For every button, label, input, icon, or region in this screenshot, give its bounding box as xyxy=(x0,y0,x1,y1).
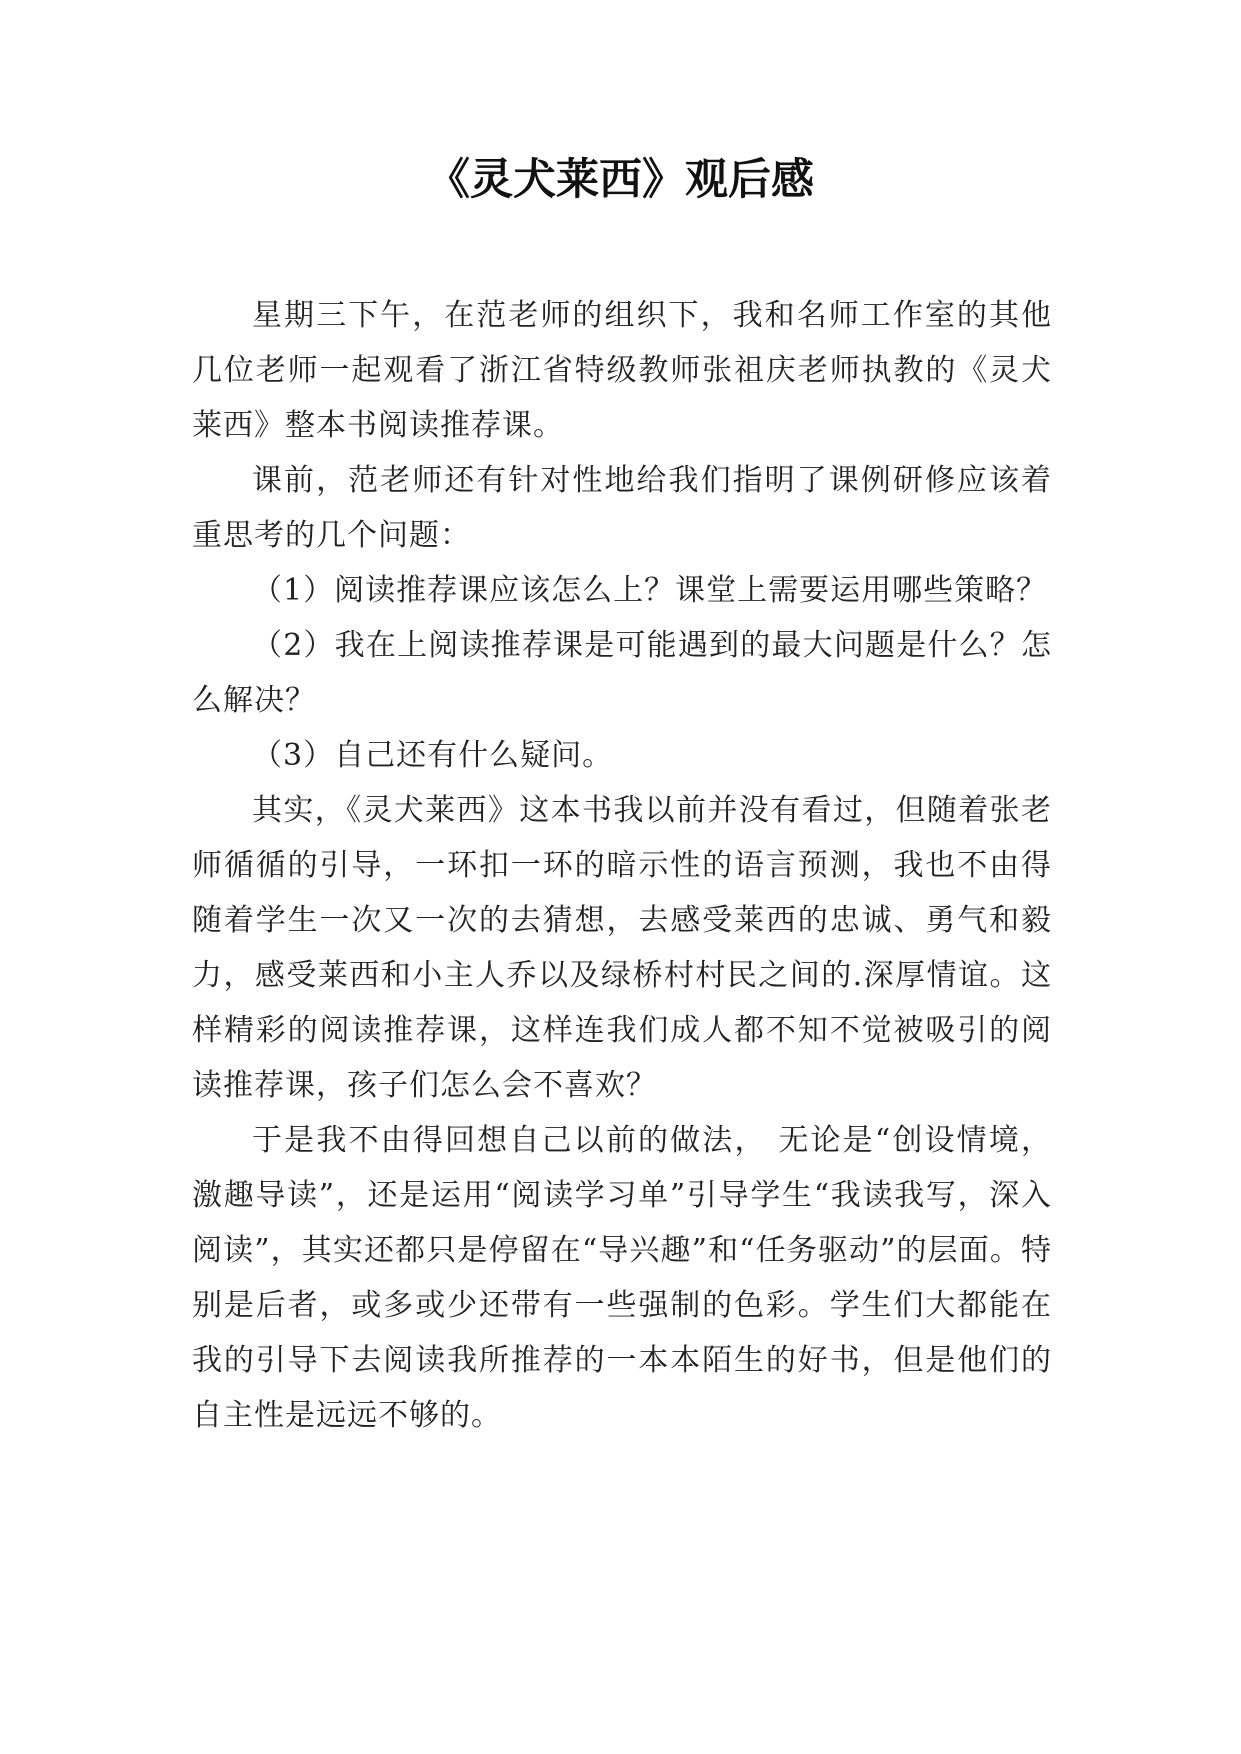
paragraph-reflection: 其实，《灵犬莱西》这本书我以前并没有看过，但随着张老师循循的引导，一环扣一环的暗示性的语言预测，我也不由得随着学生一次又一次的去猜想，去感受莱西的忠诚、勇气和毅力，感受莱西和小主人乔以及绿桥村村民之间的.深厚情谊。这样精彩的阅读推荐课，这样连我们成人都不知不觉被吸引的阅读推荐课，孩子们怎么会不喜欢？ xyxy=(192,793,1052,1103)
document-body xyxy=(192,288,1052,1443)
paragraph-intro: 星期三下午，在范老师的组织下，我和名师工作室的其他几位老师一起观看了浙江省特级教师张祖庆老师执教的《灵犬莱西》整本书阅读推荐课。 xyxy=(192,298,1052,443)
question-1: （1）阅读推荐课应该怎么上？课堂上需要运用哪些策略？ xyxy=(252,573,1048,608)
paragraph-comparison: 于是我不由得回想自己以前的做法， 无论是“创设情境，激趣导读”，还是运用“阅读学习单”引导学生“我读我写，深入阅读”，其实还都只是停留在“导兴趣”和“任务驱动”的层面。特别是后者，或多或少还带有一些强制的色彩。学生们大都能在我的引导下去阅读我所推荐的一本本陌生的好书，但是他们的自主性是远远不够的。 xyxy=(192,1123,1052,1433)
document-title: 《灵犬莱西》观后感 xyxy=(427,155,814,205)
paragraph-questions-lead: 课前，范老师还有针对性地给我们指明了课例研修应该着重思考的几个问题： xyxy=(192,463,1052,553)
question-3: （3）自己还有什么疑问。 xyxy=(252,738,614,773)
question-2: （2）我在上阅读推荐课是可能遇到的最大问题是什么？怎么解决？ xyxy=(192,628,1052,718)
